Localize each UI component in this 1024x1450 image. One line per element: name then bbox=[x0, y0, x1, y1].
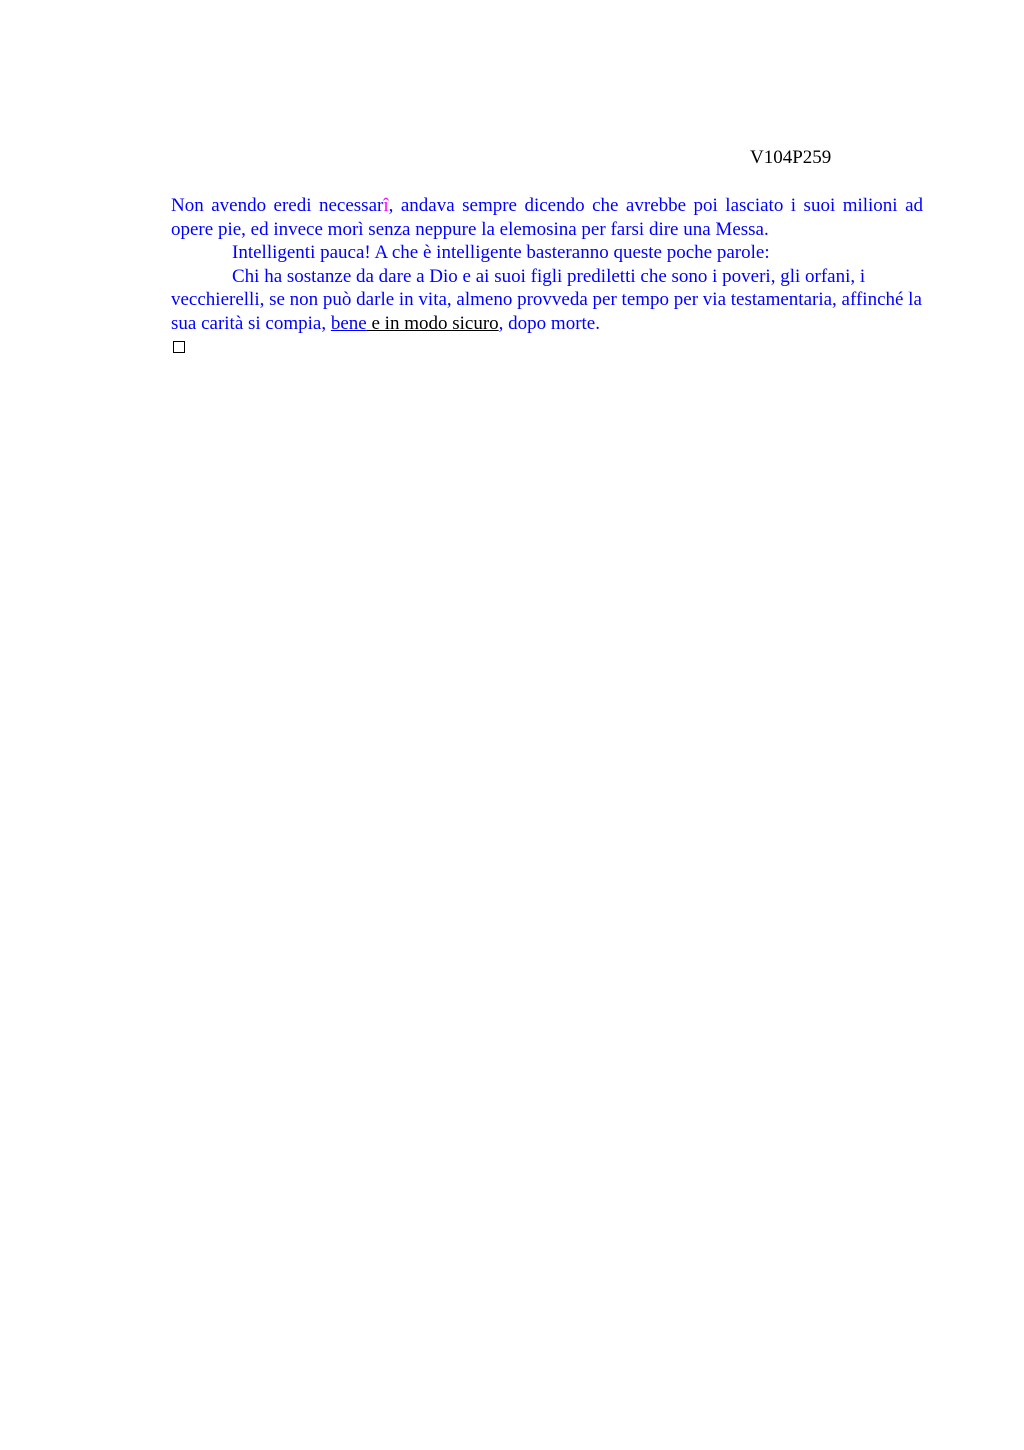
underlined-phrase-modo-sicuro: e in modo sicuro bbox=[366, 312, 499, 334]
paragraph-1-text-b: , andava sempre dicendo che avrebbe poi lasciato i suoi milioni ad opere pie, ed invece morì senza neppure la elemosina per farsi dire una Messa. bbox=[171, 195, 923, 240]
underlined-word-bene: bene bbox=[330, 312, 367, 334]
accent-character: î bbox=[383, 195, 389, 216]
paragraph-3-text-a: Chi ha sostanze da dare a Dio e ai suoi figli prediletti che sono i poveri, gli orfani, i vecchierelli, se non può darle in vita, almeno provveda per tempo per via testamentaria, affinché la sua carità si compia, bbox=[171, 265, 922, 334]
empty-box-icon bbox=[173, 341, 185, 353]
page-reference: V104P259 bbox=[750, 147, 832, 168]
paragraph-3 bbox=[171, 265, 923, 336]
paragraph-2: Intelligenti pauca! A che è intelligente basteranno queste poche parole: bbox=[232, 242, 770, 264]
document-body bbox=[171, 194, 923, 336]
paragraph-1-text-a: Non avendo eredi necessar bbox=[171, 195, 384, 216]
paragraph-1 bbox=[171, 194, 923, 241]
paragraph-3-text-b: , dopo morte. bbox=[498, 312, 600, 334]
